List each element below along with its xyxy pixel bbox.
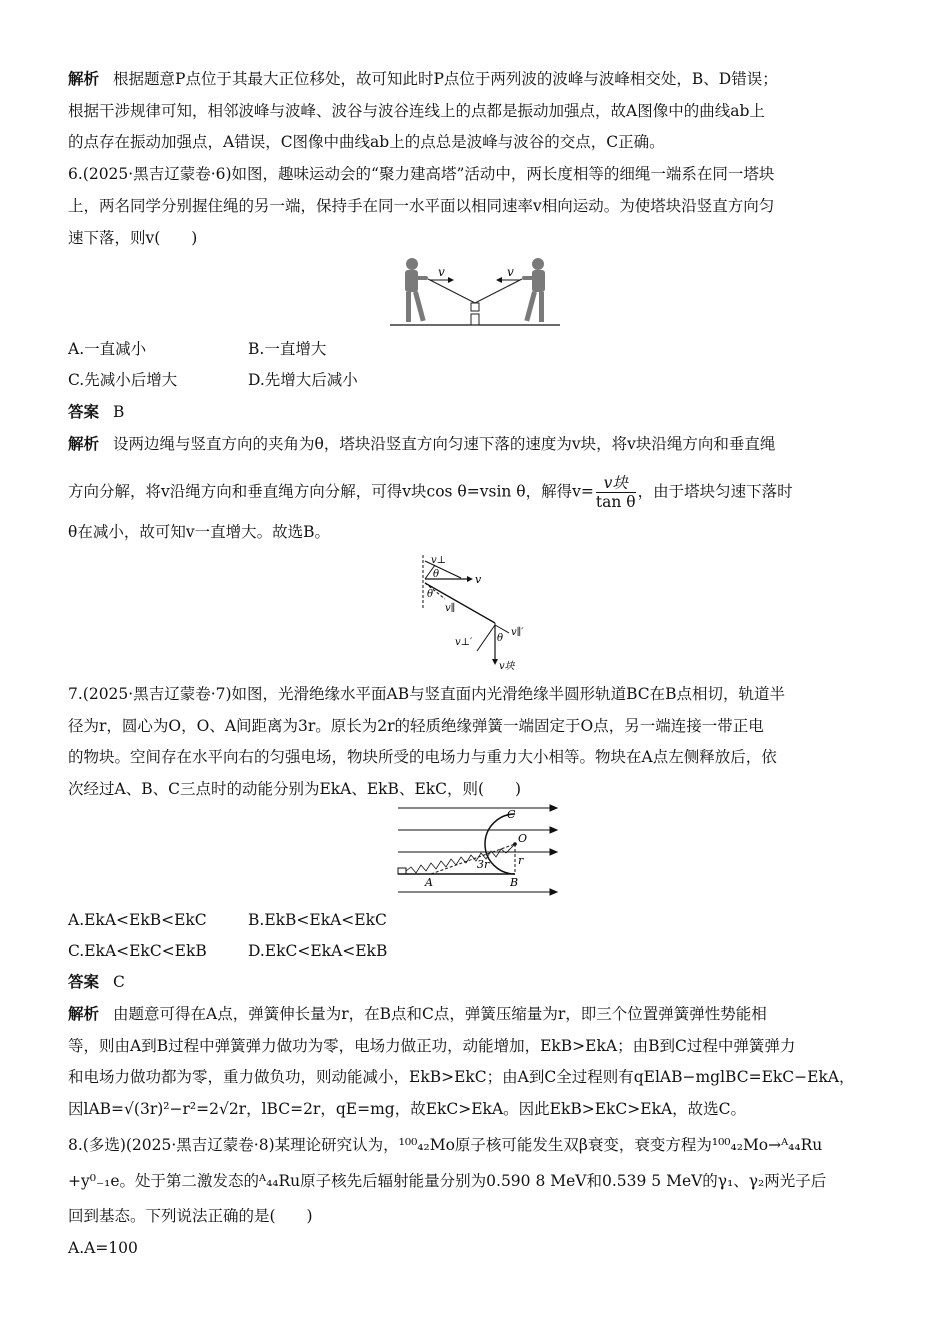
tower-game-figure: [390, 256, 560, 328]
explanation-label: 解析: [68, 1005, 100, 1023]
fraction-denominator: tan θ: [595, 493, 636, 511]
question-6-line: 上，两名同学分别握住绳的另一端，保持手在同一水平面以相同速率v相向运动。为使塔块沿竖直方向匀: [68, 197, 775, 215]
option-c: C.EkA<EkC<EkB: [68, 942, 207, 960]
label-r: r: [518, 854, 524, 867]
explanation-line: θ在减小，故可知v一直增大。故选B。: [68, 523, 330, 541]
option-a: A.一直减小: [68, 340, 147, 358]
text: 方向分解，将v沿绳方向和垂直绳方向分解，可得v块cos θ=vsin θ，解得v=: [68, 482, 594, 501]
label-v-perp2: v⊥′: [455, 637, 473, 648]
question-6-line: 6.(2025·黑吉辽蒙卷·6)如图，趣味运动会的“聚力建高塔”活动中，两长度相等的细绳一端系在同一塔块: [68, 165, 775, 183]
label-theta-3: θ: [497, 633, 504, 644]
answer-line: [68, 971, 880, 993]
option-d: D.EkC<EkA<EkB: [248, 942, 388, 960]
explanation-line: 和电场力做功都为零，重力做负功，则动能减小，EkB>EkC；由A到C全过程则有qElAB−mglBC=EkC−EkA，: [68, 1068, 855, 1086]
explanation-line: 根据干涉规律可知，相邻波峰与波峰、波谷与波谷连线上的点都是振动加强点，故A图像中的曲线ab上: [68, 102, 765, 120]
explanation-line: 因lAB=√(3r)²−r²=2√2r，lBC=2r，qE=mg，故EkC>EkA。因此EkB>EkC>EkA，故选C。: [68, 1100, 747, 1118]
explanation-line: [68, 68, 880, 90]
explanation-line: [68, 474, 880, 511]
label-v: v: [475, 573, 482, 586]
option-c: C.先减小后增大: [68, 371, 178, 389]
question-8-line: 回到基态。下列说法正确的是( ): [68, 1207, 313, 1225]
question-7-line: 的物块。空间存在水平向右的匀强电场，物块所受的电场力与重力大小相等。物块在A点左侧释放后，依: [68, 748, 777, 766]
label-A: A: [425, 876, 433, 889]
explanation-label: 解析: [68, 435, 100, 453]
center-point: [513, 842, 517, 846]
option-a: A.EkA<EkB<EkC: [68, 911, 207, 929]
person-left-icon: [405, 258, 428, 322]
answer-value: B: [113, 403, 125, 421]
explanation-line: [68, 1003, 880, 1025]
option-b: B.一直增大: [248, 340, 327, 358]
label-C: C: [507, 808, 516, 821]
v-par2-vector: [495, 625, 509, 633]
answer-value: C: [113, 973, 125, 991]
question-7-line: 次经过A、B、C三点时的动能分别为EkA、EkB、EkC，则( ): [68, 780, 522, 798]
question-7-line: 径为r，圆心为O，O、A间距离为3r。原长为2r的轻质绝缘弹簧一端固定于O点，另一端连接一带正电: [68, 717, 764, 735]
text: 由题意可得在A点，弹簧伸长量为r，在B点和C点，弹簧压缩量为r，即三个位置弹簧弹性势能相: [113, 1005, 767, 1023]
spring-track-figure: [395, 804, 560, 896]
explanation-line: 等，则由A到B过程中弹簧弹力做功为零，电场力做正功，动能增加，EkB>EkA；由B到C过程中弹簧弹力: [68, 1037, 796, 1055]
arrowhead: [492, 659, 498, 665]
label-v-perp: v⊥: [431, 555, 447, 566]
label-v-block: v块: [499, 661, 515, 672]
label-O: O: [518, 832, 528, 845]
question-7-line: 7.(2025·黑吉辽蒙卷·7)如图，光滑绝缘水平面AB与竖直面内光滑绝缘半圆形轨道BC在B点相切，轨道半: [68, 685, 786, 703]
velocity-decomposition-figure: [415, 553, 545, 673]
label-B: B: [510, 876, 519, 889]
v-label-left: v: [438, 265, 445, 279]
distance-3r-line: [431, 844, 515, 874]
block: [398, 868, 406, 874]
v-label-right: v: [507, 265, 514, 279]
text: 设两边绳与竖直方向的夹角为θ，塔块沿竖直方向匀速下落的速度为v块，将v块沿绳方向和垂直绳: [113, 435, 776, 453]
tower-block: [471, 303, 479, 311]
text: ，由于塔块匀速下落时: [637, 482, 793, 501]
text: 根据题意P点位于其最大正位移处，故可知此时P点位于两列波的波峰与波峰相交处，B、D错误；: [113, 70, 778, 88]
option-a: A.A=100: [68, 1239, 138, 1257]
fraction-numerator: v块: [596, 474, 636, 493]
explanation-line: 的点存在振动加强点，A错误，C图像中曲线ab上的点总是波峰与波谷的交点，C正确。: [68, 133, 665, 151]
arrowhead: [496, 277, 502, 283]
fraction: [596, 474, 636, 511]
label-3r: 3r: [477, 858, 490, 871]
explanation-line: [68, 433, 880, 455]
question-8-line: 8.(多选)(2025·黑吉辽蒙卷·8)某理论研究认为，¹⁰⁰₄₂Mo原子核可能发生双β衰变，衰变方程为¹⁰⁰₄₂Mo→ᴬ₄₄Ru: [68, 1136, 823, 1154]
explanation-label: 解析: [68, 70, 100, 88]
person-right-icon: [522, 258, 545, 322]
answer-label: 答案: [68, 973, 100, 991]
label-v-par: v∥: [445, 603, 456, 614]
electric-field-lines: [398, 805, 557, 895]
arrowhead: [467, 576, 473, 582]
rope-line: [425, 583, 495, 623]
option-d: D.先增大后减小: [248, 371, 358, 389]
question-6-line: 速下落，则v( ): [68, 229, 198, 247]
v-perp2-vector: [477, 625, 495, 651]
label-v-par2: v∥′: [511, 627, 524, 638]
tower-base: [471, 314, 479, 325]
arrowhead: [448, 277, 454, 283]
semicircle-track: [485, 814, 515, 874]
question-8-line: +y⁰₋₁e。处于第二激发态的ᴬ₄₄Ru原子核先后辐射能量分别为0.590 8 MeV和0.539 5 MeV的γ₁、γ₂两光子后: [68, 1172, 827, 1190]
answer-line: [68, 401, 880, 423]
label-theta-2: θ: [427, 589, 434, 600]
answer-label: 答案: [68, 403, 100, 421]
rope: [428, 279, 522, 303]
label-theta: θ: [433, 569, 440, 580]
option-b: B.EkB<EkA<EkC: [248, 911, 387, 929]
